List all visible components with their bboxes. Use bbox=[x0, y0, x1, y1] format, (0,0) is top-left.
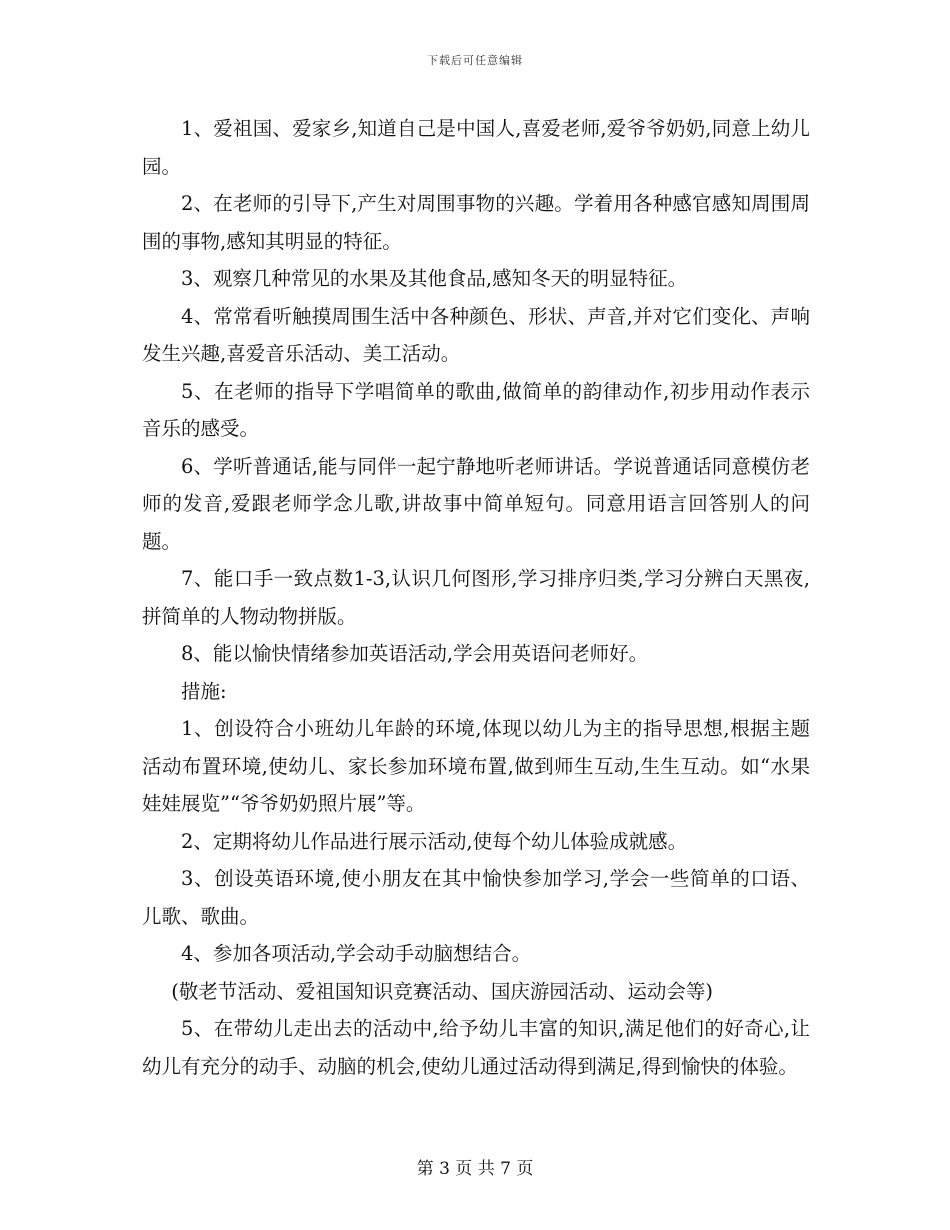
goal-item-7: 7、能口手一致点数1-3,认识几何图形,学习排序归类,学习分辨白天黑夜,拼简单的人物动物拼版。 bbox=[142, 567, 810, 628]
page-header: 下载后可任意编辑 bbox=[427, 54, 523, 67]
measure-item-5: 5、在带幼儿走出去的活动中,给予幼儿丰富的知识,满足他们的好奇心,让幼儿有充分的动手、动脑的机会,使幼儿通过活动得到满足,得到愉快的体验。 bbox=[142, 1017, 810, 1078]
measures-heading: 措施: bbox=[181, 679, 227, 703]
measure-item-1: 1、创设符合小班幼儿年龄的环境,体现以幼儿为主的指导思想,根据主题活动布置环境,使幼儿、家长参加环境布置,做到师生互动,生生互动。如“水果娃娃展览”“爷爷奶奶照片展”等。 bbox=[142, 717, 810, 815]
document-body bbox=[142, 110, 810, 1085]
measure-item-4: 4、参加各项活动,学会动手动脑想结合。 bbox=[181, 942, 532, 965]
goal-item-2: 2、在老师的引导下,产生对周围事物的兴趣。学着用各种感官感知周围周围的事物,感知其明显的特征。 bbox=[142, 192, 810, 253]
goal-item-6: 6、学听普通话,能与同伴一起宁静地听老师讲话。学说普通话同意模仿老师的发音,爱跟老师学念儿歌,讲故事中简单短句。同意用语言回答别人的问题。 bbox=[142, 454, 810, 553]
goal-item-8: 8、能以愉快情绪参加英语活动,学会用英语问老师好。 bbox=[181, 642, 649, 665]
measure-item-4-note: (敬老节活动、爱祖国知识竞赛活动、国庆游园活动、运动会等) bbox=[171, 979, 713, 1003]
goal-item-5: 5、在老师的指导下学唱简单的歌曲,做简单的韵律动作,初步用动作表示音乐的感受。 bbox=[142, 379, 810, 440]
measure-item-2: 2、定期将幼儿作品进行展示活动,使每个幼儿体验成就感。 bbox=[181, 829, 688, 853]
goal-item-3: 3、观察几种常见的水果及其他食品,感知冬天的明显特征。 bbox=[181, 267, 688, 290]
goal-item-4: 4、常常看听触摸周围生活中各种颜色、形状、声音,并对它们变化、声响发生兴趣,喜爱音乐活动、美工活动。 bbox=[142, 304, 810, 365]
measure-item-3: 3、创设英语环境,使小朋友在其中愉快参加学习,学会一些简单的口语、儿歌、歌曲。 bbox=[142, 867, 810, 928]
goal-item-1: 1、爱祖国、爱家乡,知道自己是中国人,喜爱老师,爱爷爷奶奶,同意上幼儿园。 bbox=[142, 117, 810, 178]
page-footer: 第 3 页 共 7 页 bbox=[416, 1159, 534, 1179]
